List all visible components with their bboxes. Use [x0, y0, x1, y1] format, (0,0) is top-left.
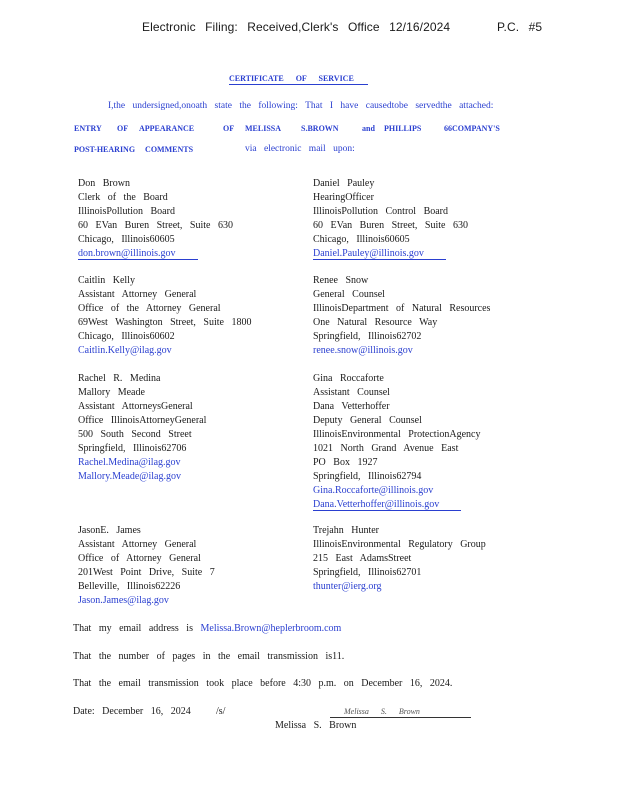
recipient-line: IllinoisDepartment of Natural Resources: [313, 303, 491, 314]
recipient-line: General Counsel: [313, 289, 385, 300]
intro-caps-7: PHILLIPS: [384, 124, 422, 133]
signature-script: Melissa S. Brown: [344, 707, 420, 716]
recipient-line: IllinoisEnvironmental ProtectionAgency: [313, 429, 481, 440]
recipient-line: Office of Attorney General: [78, 553, 201, 564]
recipient-email-link[interactable]: Daniel.Pauley@illinois.gov: [313, 248, 446, 260]
recipient-name: Renee Snow: [313, 275, 369, 286]
recipient-line: 201West Point Drive, Suite 7: [78, 567, 215, 578]
recipient-email-link[interactable]: renee.snow@illinois.gov: [313, 345, 413, 356]
recipient-email-link[interactable]: Jason.James@ilag.gov: [78, 595, 169, 606]
recipient-line: 1021 North Grand Avenue East: [313, 443, 459, 454]
signature-slash-s: /s/: [216, 706, 226, 717]
recipient-email-link[interactable]: Gina.Roccaforte@illinois.gov: [313, 485, 434, 496]
pages-statement: That the number of pages in the email transmission is11.: [73, 651, 345, 662]
signer-name: Melissa S. Brown: [275, 720, 357, 731]
recipient-block: [78, 177, 233, 261]
recipient-line: Springfield, Illinois62706: [78, 443, 187, 454]
recipient-block: [78, 274, 251, 358]
signature-date: Date: December 16, 2024: [73, 706, 191, 717]
recipient-line: Assistant Attorney General: [78, 539, 197, 550]
recipient-email-link[interactable]: Mallory.Meade@ilag.gov: [78, 471, 181, 482]
recipient-line: IllinoisEnvironmental Regulatory Group: [313, 539, 486, 550]
recipient-line: Deputy General Counsel: [313, 415, 422, 426]
recipient-line: Springfield, Illinois62701: [313, 567, 422, 578]
recipient-line: 60 EVan Buren Street, Suite 630: [78, 220, 233, 231]
recipient-name: Rachel R. Medina: [78, 373, 161, 384]
recipient-email-link[interactable]: Caitlin.Kelly@ilag.gov: [78, 345, 172, 356]
recipient-line: PO Box 1927: [313, 457, 378, 468]
recipient-line: Assistant Counsel: [313, 387, 390, 398]
page-code: P.C. #5: [497, 20, 543, 34]
recipient-line: IllinoisPollution Board: [78, 206, 175, 217]
recipient-email-link[interactable]: Rachel.Medina@ilag.gov: [78, 457, 181, 468]
recipient-line: 500 South Second Street: [78, 429, 192, 440]
intro-caps-3: OF: [223, 124, 235, 133]
recipient-name: Dana Vetterhoffer: [313, 401, 390, 412]
recipient-line: Chicago, Illinois60605: [78, 234, 175, 245]
recipient-block: [78, 372, 206, 484]
recipient-line: 60 EVan Buren Street, Suite 630: [313, 220, 468, 231]
intro-caps-5: S.BROWN: [301, 124, 339, 133]
recipient-line: Belleville, Illinois62226: [78, 581, 181, 592]
intro-caps-4: MELISSA: [245, 124, 282, 133]
recipient-line: Clerk of the Board: [78, 192, 168, 203]
recipient-line: HearingOfficer: [313, 192, 374, 203]
recipient-line: 215 East AdamsStreet: [313, 553, 412, 564]
intro-caps-1: OF: [117, 124, 129, 133]
recipient-name: Don Brown: [78, 178, 130, 189]
certificate-title: CERTIFICATE OF SERVICE: [229, 74, 368, 85]
recipient-name: Daniel Pauley: [313, 178, 375, 189]
recipient-line: Springfield, Illinois62702: [313, 331, 422, 342]
recipient-block: [78, 524, 215, 608]
recipient-block: [313, 274, 490, 358]
recipient-name: Gina Roccaforte: [313, 373, 384, 384]
recipient-email-link[interactable]: don.brown@illinois.gov: [78, 248, 198, 260]
intro-caps-0: ENTRY: [74, 124, 102, 133]
recipient-line: Office IllinoisAttorneyGeneral: [78, 415, 207, 426]
recipient-line: Chicago, Illinois60602: [78, 331, 175, 342]
recipient-name: Caitlin Kelly: [78, 275, 135, 286]
sender-email-link[interactable]: Melissa.Brown@heplerbroom.com: [200, 623, 342, 634]
intro-line-3-rest: via electronic mail upon:: [245, 144, 355, 154]
recipient-line: One Natural Resource Way: [313, 317, 438, 328]
signature-line: [330, 717, 471, 718]
recipient-email-link[interactable]: thunter@ierg.org: [313, 581, 382, 592]
recipient-line: Assistant Attorney General: [78, 289, 197, 300]
recipient-name: JasonE. James: [78, 525, 141, 536]
recipient-line: IllinoisPollution Control Board: [313, 206, 449, 217]
recipient-line: Springfield, Illinois62794: [313, 471, 422, 482]
recipient-name: Mallory Meade: [78, 387, 145, 398]
recipient-block: [313, 177, 468, 261]
recipient-line: Chicago, Illinois60605: [313, 234, 410, 245]
time-statement: That the email transmission took place before 4:30 p.m. on December 16, 2024.: [73, 678, 453, 689]
intro-caps-6: and: [362, 124, 375, 133]
recipient-block: [313, 372, 480, 512]
recipient-email-link[interactable]: Dana.Vetterhoffer@illinois.gov: [313, 499, 461, 511]
intro-line-1: I,the undersigned,onoath state the following: That I have causedtobe servedthe attached:: [108, 101, 494, 111]
filing-header: Electronic Filing: Received,Clerk's Office 12/16/2024: [142, 20, 451, 34]
email-statement-text: That my email address is: [73, 623, 193, 634]
intro-line-3-caps: POST-HEARING COMMENTS: [74, 145, 194, 154]
recipient-line: 69West Washington Street, Suite 1800: [78, 317, 252, 328]
intro-caps-2: APPEARANCE: [139, 124, 195, 133]
email-statement: [73, 623, 341, 634]
intro-caps-8: 66COMPANY'S: [444, 124, 500, 133]
recipient-name: Trejahn Hunter: [313, 525, 380, 536]
recipient-line: Assistant AttorneysGeneral: [78, 401, 193, 412]
recipient-block: [313, 524, 486, 594]
recipient-line: Office of the Attorney General: [78, 303, 221, 314]
